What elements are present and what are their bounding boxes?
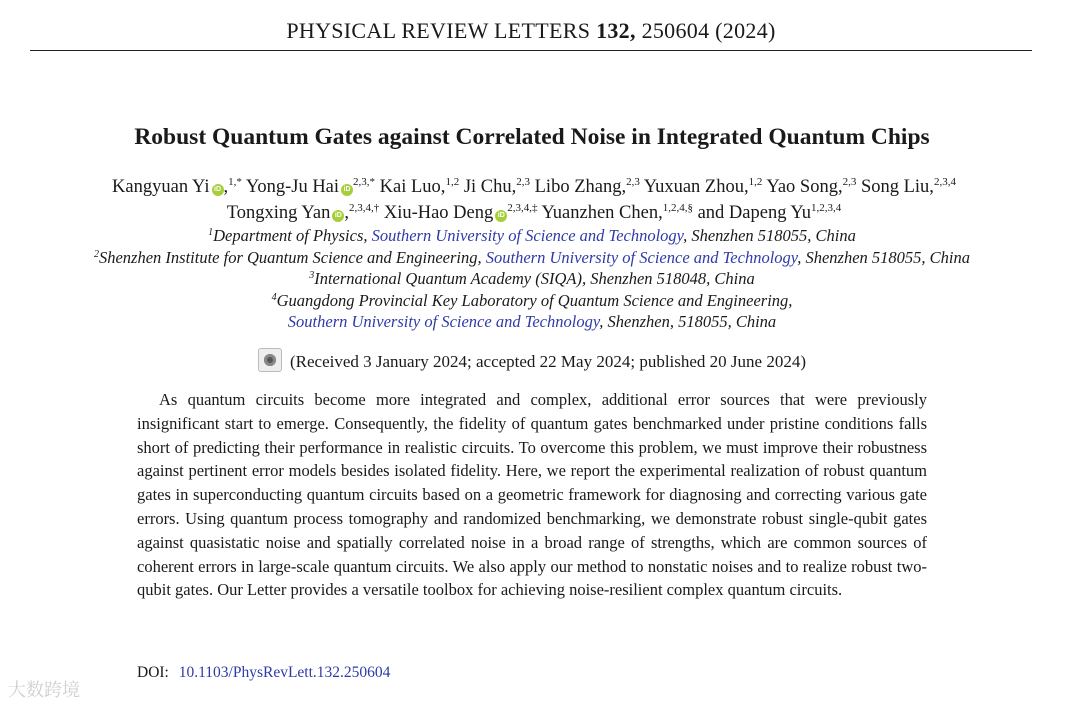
author	[766, 177, 856, 197]
author-separator: ,	[344, 203, 349, 223]
author-affiliation-marker: 1,2,3,4	[810, 202, 842, 214]
article-number: 250604 (2024)	[641, 18, 776, 43]
affiliation-number: 4	[271, 291, 277, 303]
author-name: Libo Zhang,	[534, 177, 627, 197]
author	[464, 177, 530, 197]
author-name: Kangyuan Yi	[112, 177, 210, 197]
crossmark-icon[interactable]	[258, 348, 282, 372]
author-name: Xiu-Hao Deng	[383, 203, 494, 223]
affiliation-link[interactable]: Southern University of Science and Technology	[485, 247, 798, 267]
author-name: Tongxing Yan	[226, 203, 331, 223]
author-name: Yuanzhen Chen,	[541, 203, 663, 223]
author-affiliation-marker: 1,2	[748, 176, 763, 188]
author-name: and Dapeng Yu	[697, 203, 811, 223]
doi-label: DOI:	[137, 664, 169, 681]
author	[384, 203, 538, 223]
author	[112, 177, 242, 197]
orcid-icon[interactable]: iD	[495, 210, 507, 222]
author	[644, 177, 763, 197]
affiliation	[20, 268, 1044, 290]
abstract: As quantum circuits become more integrated and complex, additional error sources that were previously insignificant start to emerge. Consequently, the fidelity of quantum gates benchmarked under pristine conditions falls short of predicting their performance in realistic circuits. To overcome this problem, we must improve their robustness against pertinent error models besides isolated fidelity. Here, we report the experimental realization of robust quantum gates in superconducting quantum circuits based on a geometric framework for diagnosing and correcting various gate errors. Using quantum process tomography and randomized benchmarking, we demonstrate robust single-qubit gates against quasistatic noise and spatially correlated noise in a broad range of strengths, which are common sources of coherent errors in large-scale quantum circuits. We also apply our method to nonstatic noises and to realize robust two-qubit gates. Our Letter provides a versatile toolbox for achieving noise-resilient complex quantum circuits.	[137, 390, 927, 600]
affiliation	[20, 311, 1044, 333]
orcid-icon[interactable]: iD	[341, 184, 353, 196]
author-name: Yuxuan Zhou,	[643, 177, 749, 197]
author-affiliation-marker: 2,3,*	[353, 176, 376, 188]
affiliation-number: 1	[208, 227, 214, 238]
paper-title: Robust Quantum Gates against Correlated Noise in Integrated Quantum Chips	[134, 124, 930, 150]
affiliation-number: 2	[93, 248, 99, 260]
orcid-icon[interactable]: iD	[332, 210, 344, 222]
orcid-icon[interactable]: iD	[212, 184, 224, 196]
affiliation	[20, 225, 1044, 247]
doi-line	[137, 664, 390, 682]
affiliation-location: , Shenzhen 518055, China	[683, 226, 856, 245]
affiliation-text: International Quantum Academy (SIQA), Shenzhen 518048, China	[314, 269, 755, 288]
author-affiliation-marker: 2,3,4	[933, 176, 956, 188]
author-name: Song Liu,	[860, 177, 934, 197]
received-line	[0, 348, 1064, 372]
author	[698, 203, 842, 223]
affiliation-link[interactable]: Southern University of Science and Technology	[371, 226, 684, 245]
author-affiliation-marker: 2,3	[842, 176, 857, 188]
author	[861, 177, 956, 197]
affiliation-list	[20, 225, 1044, 333]
author-affiliation-marker: 2,3,4,†	[348, 202, 380, 214]
author	[227, 203, 379, 223]
affiliation-location: , Shenzhen 518055, China	[797, 247, 971, 267]
affiliation-text: Guangdong Provincial Key Laboratory of Quantum Science and Engineering,	[276, 290, 793, 310]
author-list	[30, 174, 1038, 226]
journal-volume: 132,	[596, 18, 636, 43]
affiliation-location: , Shenzhen, 518055, China	[599, 312, 777, 331]
author	[246, 177, 375, 197]
author-name: Kai Luo,	[379, 177, 446, 197]
affiliation-link[interactable]: Southern University of Science and Technology	[287, 312, 600, 331]
author-name: Yong-Ju Hai	[245, 177, 340, 197]
author-name: Ji Chu,	[463, 177, 517, 197]
author-name: Yao Song,	[766, 177, 843, 197]
author-affiliation-marker: 2,3	[516, 176, 530, 188]
author-affiliation-marker: 1,2	[445, 176, 460, 188]
watermark: 大数跨境	[8, 680, 80, 701]
affiliation-number: 3	[309, 270, 315, 281]
author-separator: ,	[223, 177, 229, 197]
author-affiliation-marker: 1,2,4,§	[662, 202, 693, 214]
author-affiliation-marker: 2,3	[626, 176, 640, 188]
journal-name: PHYSICAL REVIEW LETTERS	[286, 18, 591, 43]
author	[380, 177, 460, 197]
author	[541, 203, 693, 223]
affiliation	[20, 247, 1044, 269]
journal-header	[30, 18, 1032, 51]
affiliation-text: Department of Physics,	[213, 226, 372, 245]
author-affiliation-marker: 1,*	[228, 176, 242, 188]
affiliation-text: Shenzhen Institute for Quantum Science and Engineering,	[98, 247, 486, 267]
affiliation	[20, 290, 1044, 312]
doi-link[interactable]: 10.1103/PhysRevLett.132.250604	[178, 664, 391, 681]
author-affiliation-marker: 2,3,4,‡	[507, 202, 538, 214]
author	[535, 177, 640, 197]
received-dates: (Received 3 January 2024; accepted 22 May 2024; published 20 June 2024)	[289, 352, 806, 371]
